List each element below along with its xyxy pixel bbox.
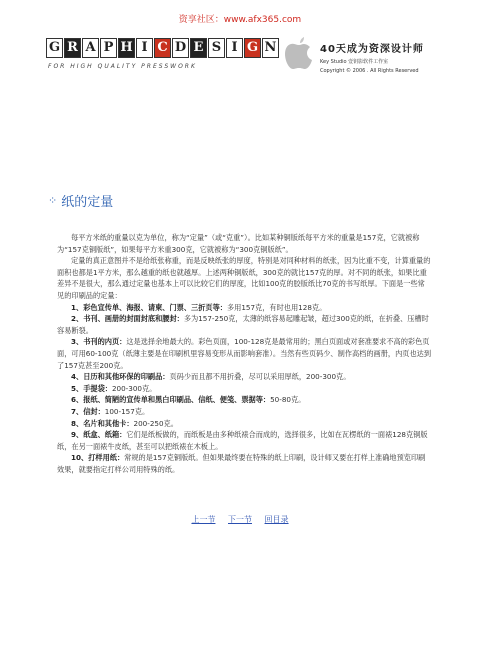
logo-letter: G [244,38,261,58]
list-item-label: 3、书刊的内页： [71,337,127,347]
list-item-label: 5、手提袋： [71,383,112,393]
list-item-text: 多用157克，有时也用128克。 [226,302,327,312]
list-item [57,383,432,395]
list-item-label: 9、纸盒、纸箱： [71,430,127,440]
print-item-list [57,302,432,476]
bullet-dots-icon: ⁘ [48,194,58,207]
logo-letter: G [46,38,63,58]
logo-letter: I [136,38,153,58]
logo-letter: I [226,38,243,58]
paragraph-2: 定量的真正意图并不是给纸张称重，而是反映纸张的厚度，特别是对同种材料的纸张，因为比重不变，计算重量的面积也都是1平方米，那么越重的纸也就越厚。上述两种铜版纸，300克的就比157克的厚。对不同的纸张，如果比重差异不是很大，那么通过定量也基本上可以比较它们的厚度，比如100克的胶版纸比70克的书写纸厚。下面是一些常见的印刷品的定量： [57,256,431,300]
list-item-text: 200-300克。 [111,383,157,393]
page-navigation [0,514,480,525]
list-item [57,429,432,452]
logo-letter: P [100,38,117,58]
list-item-text: 它们是纸板做的，而纸板是由多种纸裱合而成的，选择很多，比如在瓦楞纸的一面裱128克铜版纸，在另一面裱牛皮纸，甚至可以把纸裱在木板上。 [57,430,428,451]
list-item [57,371,432,383]
list-item-label: 10、打样用纸： [71,453,125,463]
list-item [57,302,432,314]
list-item-label: 2、书刊、画册的封面封底和腰封： [71,314,184,324]
header-title: 40天成为资深设计师 [320,44,424,55]
list-item-label: 4、日历和其他环保的印刷品： [71,372,170,382]
list-item-text: 页码少而且都不用折叠，尽可以采用厚纸，200-300克。 [169,372,351,382]
list-item-text: 100-157克。 [104,406,150,416]
list-item-text: 200-250克。 [133,418,178,428]
list-item [57,406,432,418]
list-item-label: 7、信封： [71,406,105,416]
logo-letter: E [190,38,207,58]
next-link[interactable]: 下一节 [228,515,252,524]
graphic-design-logo [46,38,280,58]
list-item-label: 8、名片和其他卡： [71,418,134,428]
section-heading [48,191,113,210]
logo-letter: D [172,38,189,58]
logo-letter: C [154,38,171,58]
list-item [57,313,432,336]
logo-letter: N [262,38,279,58]
copyright: Copyright © 2006 . All Rights Reserved [320,68,419,74]
list-item-text: 50-80克。 [270,395,306,405]
list-item [57,336,432,371]
list-item-text: 多为157-250克，太薄的纸容易起雕起皱，超过300克的纸，在折叠、压槽时容易断裂。 [57,314,429,335]
list-item-label: 6、报纸、简陋的宣传单和黑白印刷品、信纸、便笺、票据等： [71,395,271,405]
watermark: 资享社区：www.afx365.com [178,15,302,25]
prev-link[interactable]: 上一节 [191,515,216,524]
logo-tagline: FOR HIGH QUALITY PRESSWORK [48,63,197,70]
article-body [57,232,432,475]
toc-link[interactable]: 回目录 [264,515,289,524]
apple-icon [284,35,314,71]
list-item [57,418,432,430]
logo-letter: A [82,38,99,58]
logo-letter: R [64,38,81,58]
list-item [57,394,432,406]
list-item-text: 这是选择余地最大的。彩色页面，100-128克是最常用的；黑白页面或对套准要求不高的彩色页面，可用60-100克（纸薄主要是在印刷机里容易变形从而影响套准）。当然有些页码少、制作高档的画册，内页也达到了157克甚至200克。 [57,337,432,370]
studio-name: Key Studio 壹钥影软件工作室 [320,59,389,65]
logo-letter: S [208,38,225,58]
header-info [320,40,470,74]
section-title: 纸的定量 [61,195,114,210]
list-item-text: 常规的是157克铜版纸。但如果最终要在特殊的纸上印刷，设计师又要在打样上准确地预览印刷效果，就要指定打样公司用特殊的纸。 [57,453,426,474]
logo-letter: H [118,38,135,58]
list-item-label: 1、彩色宣传单、海报、请柬、门票、三折页等： [71,302,227,312]
list-item [57,452,432,475]
paragraph-1: 每平方米纸的重量以克为单位，称为“定量”（或“克重”）。比如某种铜版纸每平方米的重量是157克，它就被称为“157克铜版纸”，如果每平方米重300克，它就被称为“300克铜版纸”。 [57,233,420,254]
